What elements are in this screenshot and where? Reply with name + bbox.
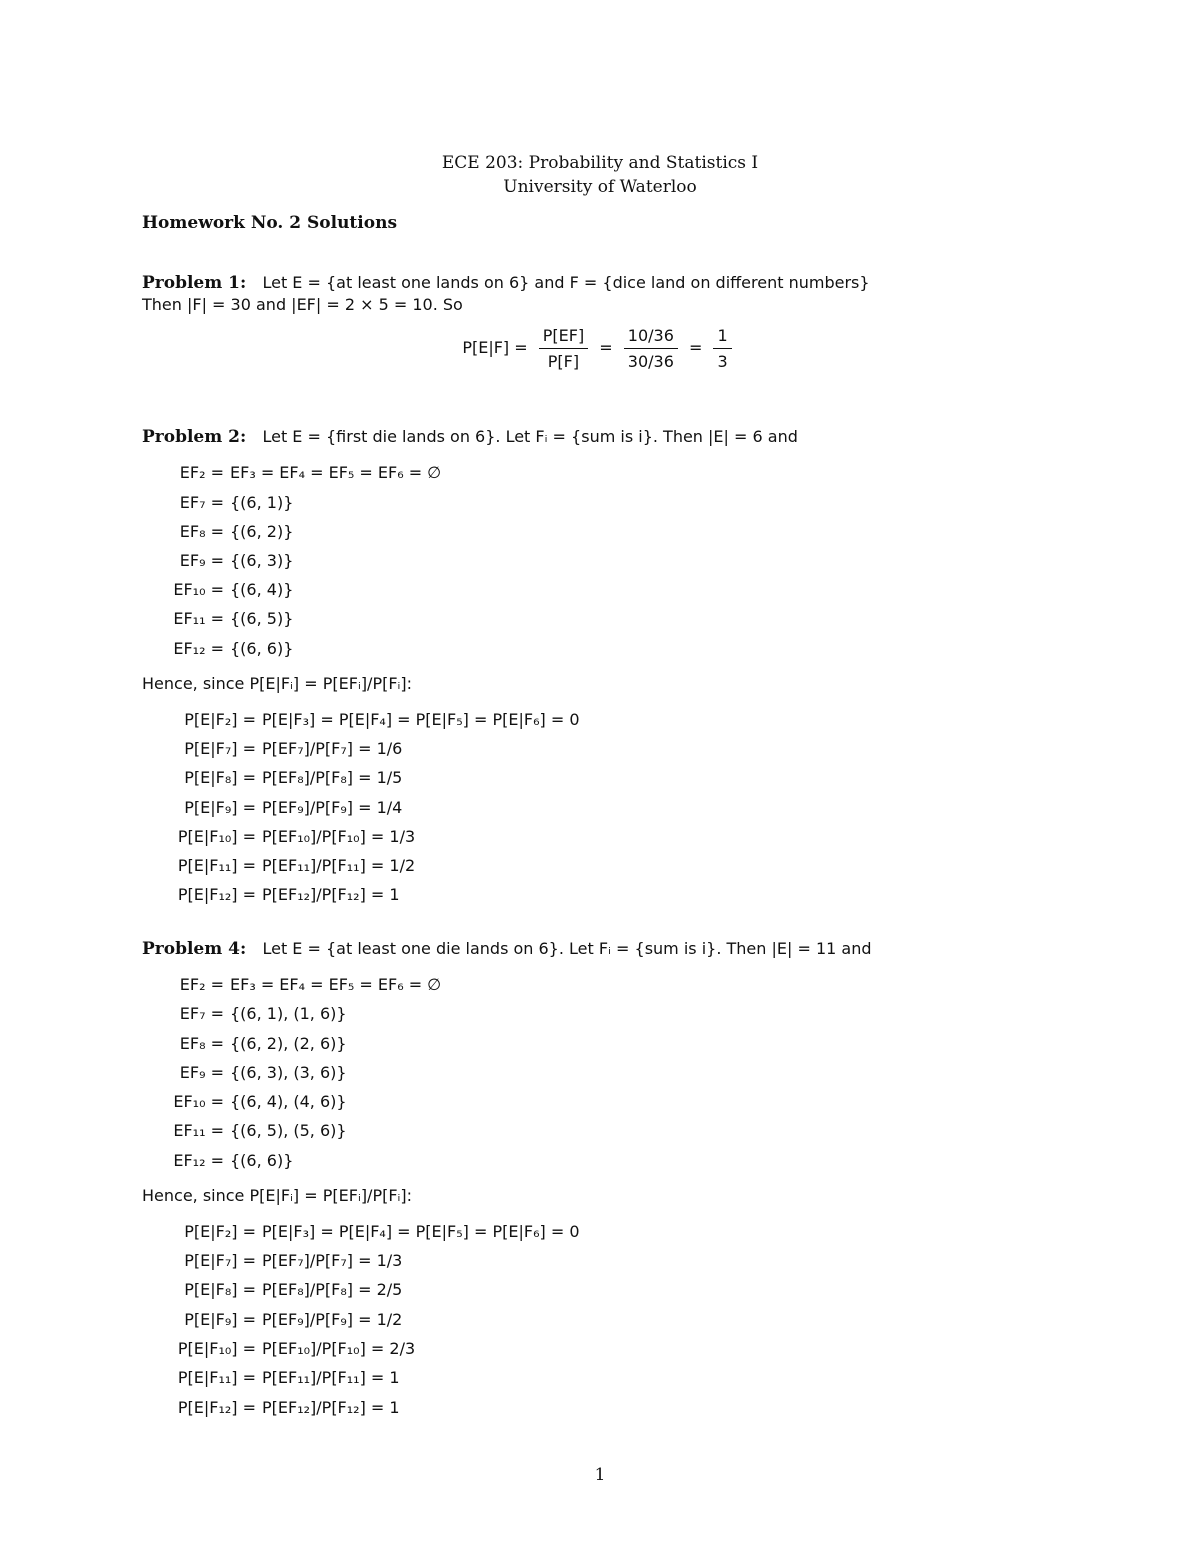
- problem-4-hence: Hence, since P[E|Fᵢ] = P[EFᵢ]/P[Fᵢ]:: [142, 1186, 413, 1205]
- problem-1-display-equation: P[E|F] = $\frac{P[EF]}{P[F]}$ = $\frac{10/36}{30/36}$ = $\frac{1}{3}$: [0, 326, 1200, 371]
- document-title: Homework No. 2 Solutions: [142, 213, 398, 233]
- display-lhs: P[E|F] =: [462, 338, 528, 357]
- fraction-1: $\frac{P[EF]}{P[F]}$: [539, 326, 588, 371]
- fraction-3: $\frac{1}{3}$: [713, 326, 731, 371]
- problem-1-label: Problem 1:: [142, 273, 247, 293]
- course-title: ECE 203: Probability and Statistics I: [441, 153, 759, 173]
- problem-2-label: Problem 2:: [142, 427, 247, 447]
- problem-2-hence: Hence, since P[E|Fᵢ] = P[EFᵢ]/P[Fᵢ]:: [142, 674, 413, 693]
- problem-1-line-2: Then |F| = 30 and |EF| = 2 × 5 = 10. So: [142, 295, 463, 314]
- problem-2-intro: Problem 2: Let E = {first die lands on 6}. Let Fᵢ = {sum is i}. Then |E| = 6 and: [142, 427, 798, 447]
- problem-1-line-1: [142, 272, 870, 294]
- page-number: 1: [594, 1465, 606, 1485]
- problem-4-intro: Problem 4: Let E = {at least one die lands on 6}. Let Fᵢ = {sum is i}. Then |E| = 11 and: [142, 939, 872, 959]
- problem-1-statement: Let E = {at least one lands on 6} and F = {dice land on different numbers}: [262, 273, 870, 292]
- fraction-2: $\frac{10/36}{30/36}$: [624, 326, 678, 371]
- document-page: ECE 203: Probability and Statistics I University of Waterloo Homework No. 2 Solutions Problem 1: Let E = {at least one lands on 6} and F = {dice land on different numbers} Then |F| = 30 and |EF| = 2 × 5 = 10. So P[E|F] = $\frac{P[EF]}{P[F]}$ = $\frac{10/36}{30/36}$ = $\frac{1}{3}$ Problem 2: Let E = {first die lands on 6}. Let Fᵢ = {sum is i}. Then |E| = 6 and EF₂ = EF₃ = EF₄ = EF₅ = EF₆ = ∅ EF₇ = {(6, 1)} EF₈ = {(6, 2)} EF₉ = {(6, 3)} EF₁₀ = {(6, 4)} EF₁₁ = {(6, 5)} EF₁₂ = {(6, 6)} Hence, since P[E|Fᵢ] = P[EFᵢ]/P[Fᵢ]: P[E|F₂] = P[E|F₃] = P[E|F₄] = P[E|F₅] = P[E|F₆] = 0 P[E|F₇] = P[EF₇]/P[F₇] = 1/6 P[E|F₈] = P[EF₈]/P[F₈] = 1/5 P[E|F₉] = P[EF₉]/P[F₉] = 1/4 P[E|F₁₀] = P[EF₁₀]/P[F₁₀] = 1/3 P[E|F₁₁] = P[EF₁₁]/P[F₁₁] = 1/2 P[E|F₁₂] = P[EF₁₂]/P[F₁₂] = 1 Problem 4: Let E = {at least one die lands on 6}. Let Fᵢ = {sum is i}. Then |E| = 11 and EF₂ = EF₃ = EF₄ = EF₅ = EF₆ = ∅ EF₇ = {(6, 1), (1, 6)} EF₈ = {(6, 2), (2, 6)} EF₉ = {(6, 3), (3, 6)} EF₁₀ = {(6, 4), (4, 6)} EF₁₁ = {(6, 5), (5, 6)} EF₁₂ = {(6, 6)} Hence, since P[E|Fᵢ] = P[EFᵢ]/P[Fᵢ]: P[E|F₂] = P[E|F₃] = P[E|F₄] = P[E|F₅] = P[E|F₆] = 0 P[E|F₇] = P[EF₇]/P[F₇] = 1/3 P[E|F₈] = P[EF₈]/P[F₈] = 2/5 P[E|F₉] = P[EF₉]/P[F₉] = 1/2 P[E|F₁₀] = P[EF₁₀]/P[F₁₀] = 2/3 P[E|F₁₁] = P[EF₁₁]/P[F₁₁] = 1 P[E|F₁₂] = P[EF₁₂]/P[F₁₂] = 1 1: [0, 0, 1200, 1553]
- problem-4-label: Problem 4:: [142, 939, 247, 959]
- university-name: University of Waterloo: [503, 177, 697, 197]
